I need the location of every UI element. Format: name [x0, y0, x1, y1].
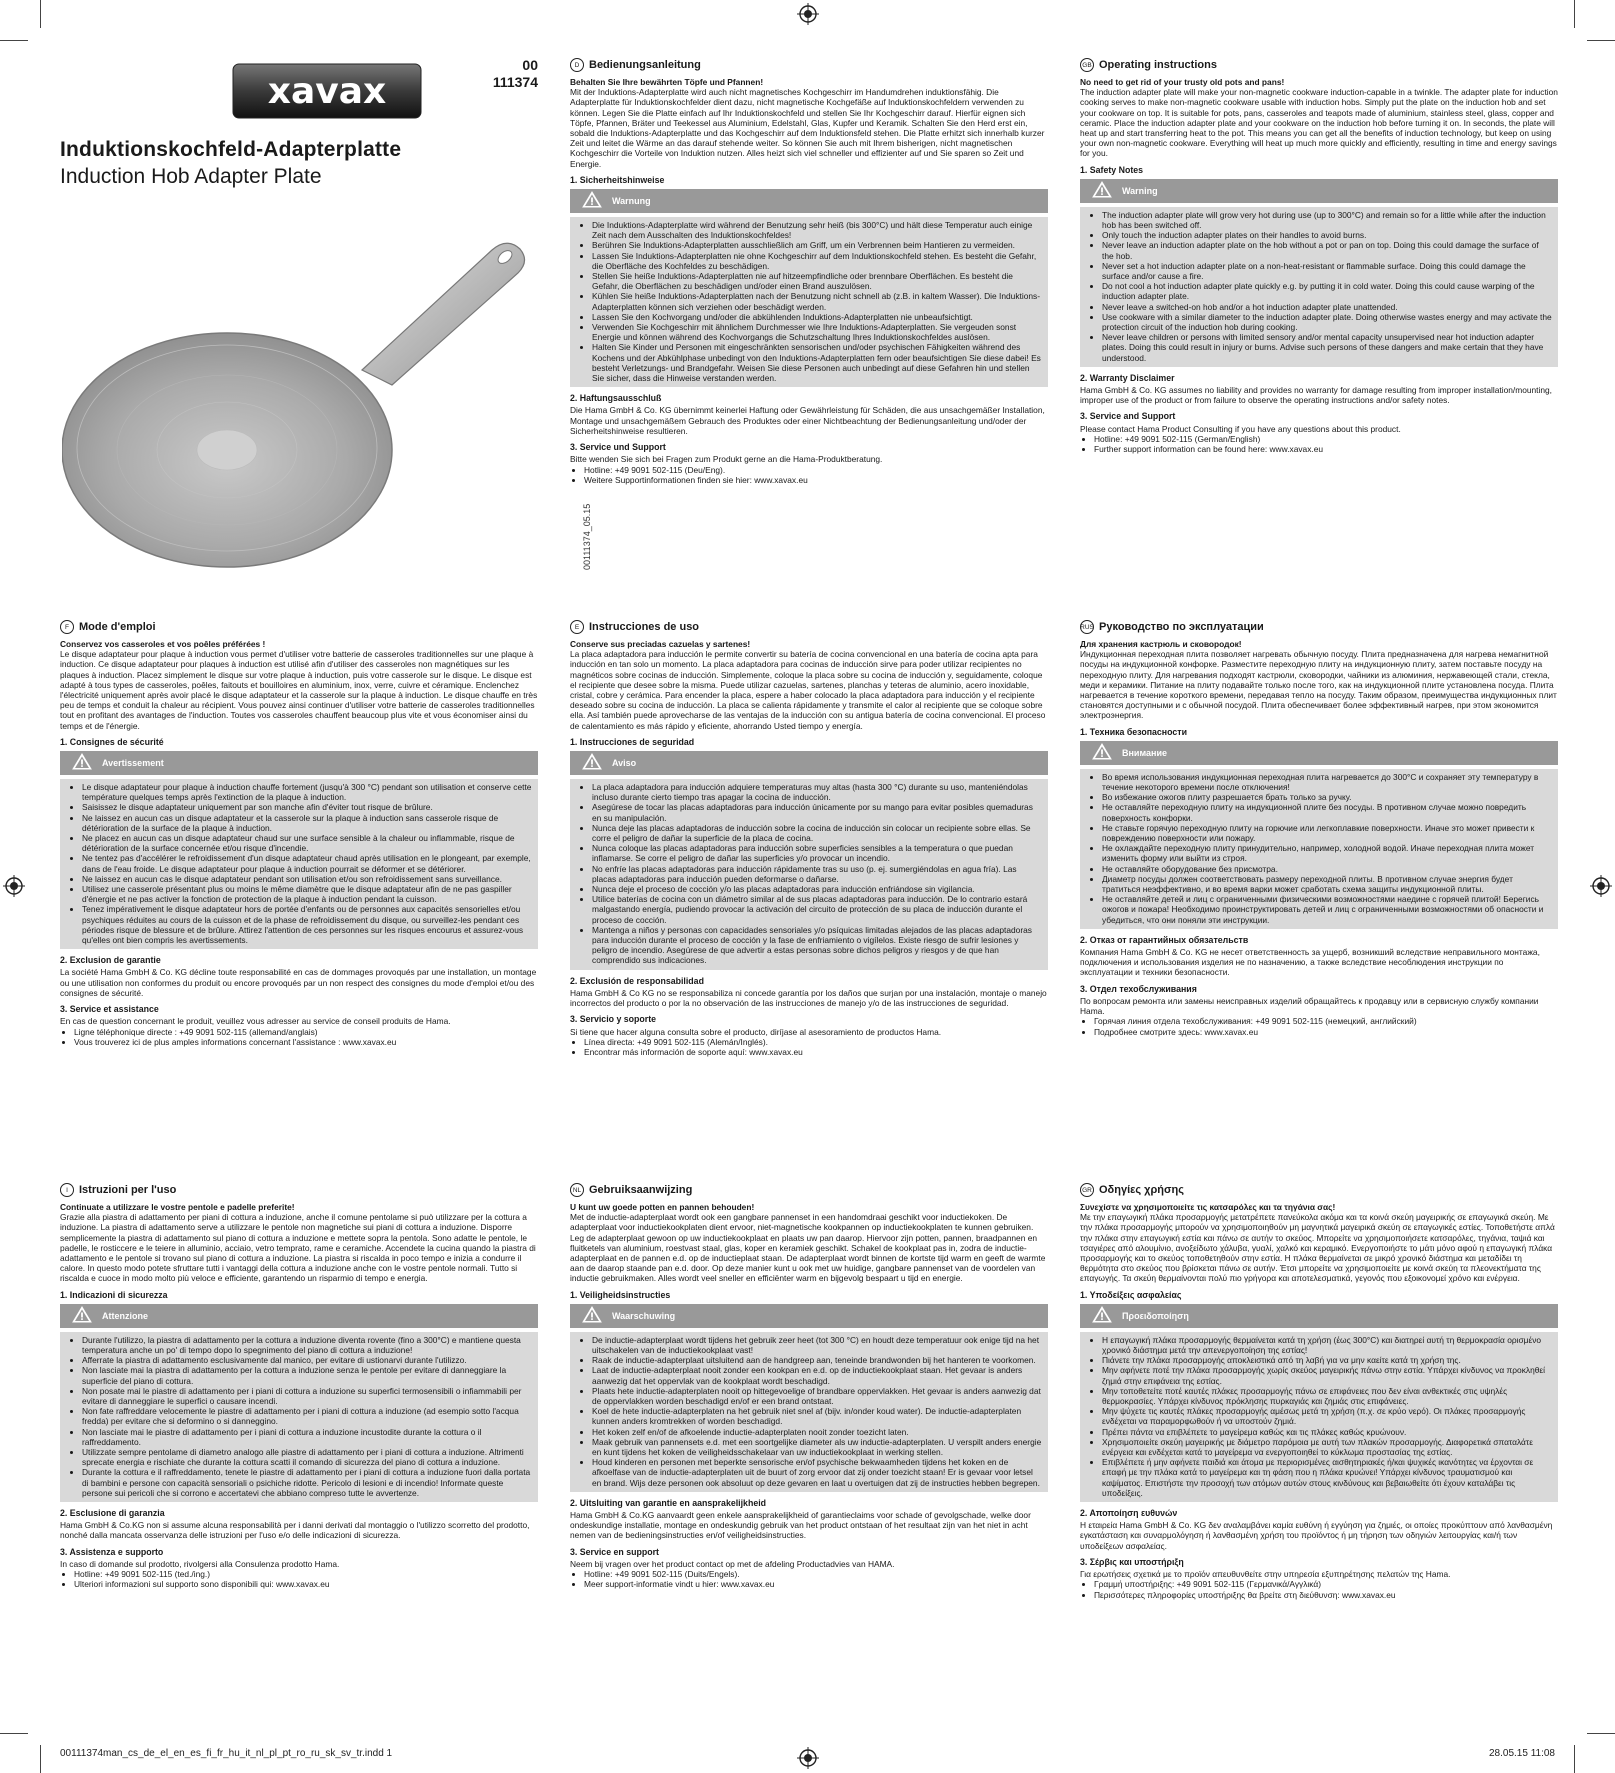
warning-triangle-icon — [582, 1306, 602, 1325]
warning-item: • Laat de inductie-adapterplaat nooit zonder een kookpan en e.d. op de inductiekookplaat staan. Het gevaar is anders aanwezig dat het oppervlak van de kookplaat wordt beschadigd. — [592, 1365, 1042, 1385]
product-title-de: Induktionskochfeld-Adapterplatte — [60, 138, 402, 161]
adapter-plate-image — [62, 235, 542, 575]
warning-item: • Μην αφήνετε ποτέ την πλάκα προσαρμογής χωρίς σκεύος μαγειρικής πάνω στην εστία. Υπάρχει κίνδυνος να προκληθεί ζημιά στην επιφάνεια της εστίας. — [1102, 1365, 1552, 1385]
section-title-text: Руководство по эксплуатации — [1099, 620, 1264, 633]
service-heading: 3. Service en support — [570, 1546, 659, 1557]
warning-triangle-icon — [1092, 1306, 1112, 1325]
warning-item: • Never leave children or persons with limited sensory and/or mental capacity unsupervised near hot induction adapter plates. Doing this could result in injury or burns. Advise such persons of these dangers and make certain that they have understood. — [1102, 332, 1552, 363]
service-item: • Weitere Supportinformationen finden sie hier: www.xavax.eu — [584, 475, 1048, 485]
language-section — [60, 1183, 538, 1590]
section-intro: Mit der Induktions-Adapterplatte wird auch nicht magnetisches Kochgeschirr im Handumdrehen induktionsfähig. Die Adapterplatte für Induktionskochfelder dient dazu, nicht magnetische Kochgefäße auf Induktionskochfeldern verwenden zu können. Legen Sie die Platte einfach auf Ihr Induktionskochfeld und stellen Sie Ihr Kochgeschirr darauf. Hierfür eignen sich Töpfe, Pfannen, Bräter und Teekessel aus Aluminium, Edelstahl, Glas, Kupfer und Keramik. Schalten Sie den Herd erst ein, sobald die Induktions-Adapterplatte und das Kochgeschirr auf dem Induktionsfeld stehen. Die Platte erhitzt sich innerhalb kurzer Zeit und leitet die Wärme an das darauf stehende weiter. So können Sie auch mit Ihrem bisherigen, nicht magnetischen Kochgeschirr die Vorteile von Induktion nutzen. Alles heizt sich viel schneller und effizienter auf und Sie sparen so Zeit und Energie. — [570, 87, 1045, 169]
language-section — [570, 620, 1048, 1057]
liability-heading: 2. Exclusión de responsabilidad — [570, 975, 704, 986]
service-text: Si tiene que hacer alguna consulta sobre el producto, diríjase al asesoramiento de productos Hama. — [570, 1026, 942, 1037]
safety-heading: 1. Safety Notes — [1080, 164, 1144, 175]
registration-mark-icon — [3, 875, 25, 897]
service-item: • Hotline: +49 9091 502-115 (Deu/Eng). — [584, 465, 1048, 475]
warning-label: Внимание — [1122, 747, 1167, 758]
warning-item: • Lassen Sie den Kochvorgang und/oder die abkühlenden Induktions-Adapterplatten nie unbeaufsichtigt. — [592, 312, 1042, 322]
warning-header — [60, 1304, 538, 1328]
warning-item: • Не ставьте горячую переходную плиту на горючие или легкоплавкие поверхности. Иначе это может привести к повреждению поверхности или пожару. — [1102, 823, 1552, 843]
warning-header — [570, 189, 1048, 213]
crop-mark — [0, 40, 28, 41]
warning-item: • Не оставляйте переходную плиту на индукционной плите без посуды. В противном случае можно повредить поверхность конфорки. — [1102, 802, 1552, 822]
warning-triangle-icon — [582, 753, 602, 772]
liability-heading: 2. Warranty Disclaimer — [1080, 372, 1175, 383]
section-intro: Индукционная переходная плита позволяет нагревать обычную посуду. Плита предназначена для нагрева немагнитной посуды на индукционной конфорке. Разместите переходную плиту на индукционную плиту, затем поставьте посуду на переходную плиту. Для нагревания подходят кастрюли, сковородки, чайники из алюминия, нержавеющей стали, стекла, меди и керамики. Питание на плиту подавайте только после того, как на индукционной плите установлена посуда. Плита нагревается в течение короткого времени, передавая тепло на посуду. Таким образом, преимущества индукционных плит становятся доступными и с обычной посудой. Плита обеспечивает более эффективный нагрев, при этом экономится электроэнергия. — [1080, 649, 1557, 721]
section-lead: Conserve sus preciadas cazuelas y sartenes! — [570, 639, 751, 649]
warning-box — [570, 217, 1048, 387]
warning-item: • La placa adaptadora para inducción adquiere temperaturas muy altas (hasta 300 °C) durante su uso, manteniéndolas incluso durante cierto tiempo tras apagar la cocina de inducción. — [592, 782, 1042, 802]
warning-item: • Never leave an induction adapter plate on the hob without a pot or pan on top. Doing this could damage the surface of the hob. — [1102, 240, 1552, 260]
section-lead: Conservez vos casseroles et vos poêles préférées ! — [60, 639, 266, 649]
warning-label: Warnung — [612, 195, 651, 206]
service-heading: 3. Σέρβις και υποστήριξη — [1080, 1556, 1184, 1567]
section-intro: Με την επαγωγική πλάκα προσαρμογής μετατρέπετε πανεύκολα ακόμα και τα κοινά σκεύη μαγειρικής σε επαγωγικά σκεύη. Με την πλάκα προσαρμογής μπορούν να χρησιμοποιηθούν μη μαγνητικά μαγειρικά σκεύη σε επαγωγικές εστίες. Τοποθετήστε απλά την πλάκα στην επαγωγική εστία και πάνω σε αυτήν το σκεύος. Μπορείτε να χρησιμοποιήσετε κατσαρόλες, τηγάνια, ταψιά και τσαγιέρες από αλουμίνιο, ανοξείδωτο χάλυβα, γυαλί, χαλκό και κεραμικό. Ενεργοποιήστε το μάτι μόνο αφού η επαγωγική πλάκα προσαρμογής και το σκεύος τοποθετηθούν στην εστία. Η πλάκα θερμαίνεται σε μικρό χρονικό διάστημα και μεταδίδει τη θερμότητα στο σκεύος που βρίσκεται πάνω σε αυτήν. Έτσι μπορείτε να χρησιμοποιείτε με κοινά σκεύη τα πλεονεκτήματα της επαγωγής. Τα σκεύη θερμαίνονται πολύ πιο γρήγορα και αποτελεσματικά, γεγονός που εξοικονομεί χρόνο και ενέργεια. — [1080, 1212, 1555, 1284]
service-list — [570, 1037, 1048, 1057]
service-item: • Further support information can be found here: www.xavax.eu — [1094, 444, 1558, 454]
liability-text: Компания Hama GmbH & Co. KG не несет ответственность за ущерб, возникший вследствие неправильного монтажа, подключения и использования изделия не по назначению, а также вследствие несоблюдения инструкции по эксплуатации и техники безопасности. — [1080, 947, 1540, 978]
section-intro: La placa adaptadora para inducción le permite convertir su batería de cocina convencional en una batería de cocina apta para inducción en tan solo un momento. La placa adaptadora para cocinas de inducción sirve para poder utilizar recipientes no magnéticos sobre cocinas de inducción. Simplemente, coloque la placa sobre su cocina de inducción y, seguidamente, coloque el recipiente que desee sobre la misma. Puede utilizar cazuelas, sartenes, planchas y teteras de aluminio, acero inoxidable, cristal, cobre y cerámica. Para encender la placa, espere a haber colocado la placa adaptadora para inducción y el recipiente deseado sobre su cocina de inducción. La placa se calienta rápidamente y transmite el calor al recipiente que se coloque sobre ella. Así también puede aprovecharse de las ventajas de la inducción con su antigua batería de cocina convencional. El proceso de calentamiento es más rápido y eficiente, ahorrando Usted tiempo y energía. — [570, 649, 1046, 731]
warning-label: Waarschuwing — [612, 1310, 676, 1321]
warning-item: • Never leave a switched-on hob and/or a hot induction adapter plate unattended. — [1102, 302, 1552, 312]
service-heading: 3. Servicio y soporte — [570, 1014, 657, 1025]
service-item: • Línea directa: +49 9091 502-115 (Alemán/Inglés). — [584, 1037, 1048, 1047]
service-list — [570, 1569, 1048, 1589]
crop-mark — [40, 1745, 41, 1773]
warning-item: • Nunca deje las placas adaptadoras de inducción sobre la cocina de inducción sin colocar un recipiente sobre ellas. Se corre el peligro de dañar la superficie de la placa de cocina. — [592, 823, 1042, 843]
service-heading: 3. Service und Support — [570, 442, 666, 453]
warning-item: • Non fate raffreddare velocemente le piastre di adattamento per i piani di cottura a induzione (ad esempio sotto l'acqua fredda) per evitare che si deformino o si danneggino. — [82, 1406, 532, 1426]
warning-item: • Πιάνετε την πλάκα προσαρμογής αποκλειστικά από τη λαβή για να μην καείτε κατά τη χρήση της. — [1102, 1355, 1552, 1365]
service-text: Please contact Hama Product Consulting if you have any questions about this product. — [1080, 423, 1401, 434]
service-item: • Hotline: +49 9091 502-115 (Duits/Engels). — [584, 1569, 1048, 1579]
liability-heading: 2. Uitsluiting van garantie en aansprakelijkheid — [570, 1497, 767, 1508]
footer-datetime: 28.05.15 11:08 — [1489, 1748, 1555, 1759]
liability-text: La société Hama GmbH & Co. KG décline toute responsabilité en cas de dommages provoqués par une installation, un montage ou une utilisation non conformes du produit ou encore provoqués par un non respect des consignes du mode d'emploi et/ou des consignes de sécurité. — [60, 967, 537, 998]
warning-box — [570, 1332, 1048, 1492]
service-text: Για ερωτήσεις σχετικά με το προϊόν απευθυνθείτε στην υπηρεσία εξυπηρέτησης πελατών της Hama. — [1080, 1569, 1451, 1580]
language-code-badge: NL — [570, 1183, 584, 1197]
crop-mark — [1574, 1745, 1575, 1773]
warning-item: • Не оставляйте оборудование без присмотра. — [1102, 864, 1552, 874]
service-item: • Hotline: +49 9091 502-115 (ted./ing.) — [74, 1569, 538, 1579]
service-item: • Подробнее смотрите здесь: www.xavax.eu — [1094, 1027, 1558, 1037]
warning-box — [1080, 769, 1558, 929]
liability-heading: 2. Esclusione di garanzia — [60, 1508, 165, 1519]
brand-text: xavax — [267, 71, 387, 112]
warning-item: • No enfríe las placas adaptadoras para inducción rápidamente tras su uso (p. ej. sumergiéndolas en agua fría). Las placas adaptadoras para inducción pueden deformarse o dañarse. — [592, 864, 1042, 884]
warning-box — [570, 779, 1048, 970]
service-heading: 3. Service and Support — [1080, 411, 1176, 422]
service-heading: 3. Assistenza e supporto — [60, 1546, 164, 1557]
xavax-logo — [232, 63, 422, 119]
warning-item: • Πρέπει πάντα να επιβλέπετε το μαγείρεμα καθώς και τις πλάκες καθώς κρυώνουν. — [1102, 1427, 1552, 1437]
safety-heading: 1. Consignes de sécurité — [60, 736, 164, 747]
warning-item: • Ne tentez pas d'accélérer le refroidissement d'un disque adaptateur chaud après utilisation en le plongeant, par exemple, dans de l'eau froide. Le disque adaptateur pour plaque à induction pourrait se déformer et se détériorer. — [82, 853, 532, 873]
warning-label: Aviso — [612, 757, 637, 768]
registration-mark-icon — [1590, 875, 1612, 897]
service-list — [60, 1027, 538, 1047]
section-title — [1080, 620, 1558, 634]
warning-item: • Не охлаждайте переходную плиту принудительно, например, холодной водой. Иначе переходная плита может изменить форму или выйти из строя. — [1102, 843, 1552, 863]
warning-item: • Mantenga a niños y personas con capacidades sensoriales y/o psíquicas limitadas alejados de las placas adaptadoras para inducción durante el proceso de cocción y la fase de enfriamiento o vigílelos. Existe riesgo de sufrir lesiones y peligro de incendio. Asegúrese de que advertir a estas personas sobre dichos peligros y riesgos y de que han comprendido sus indicaciones. — [592, 925, 1042, 966]
warning-item: • Επιβλέπετε ή μην αφήνετε παιδιά και άτομα με περιορισμένες αισθητηριακές ή/και ψυχικές ικανότητες να έρχονται σε επαφή με την πλάκα κατά το μαγείρεμα και τη φάση που η πλάκα κρυώνει! Υπάρχει κίνδυνος τραυματισμού και καψίματος. Επιστήστε την προσοχή των ατόμων αυτών στους κινδύνους και βεβαιωθείτε ότι έχουν καταλάβει τις υποδείξεις. — [1102, 1457, 1552, 1498]
warning-label: Attenzione — [102, 1310, 148, 1321]
warning-header — [1080, 741, 1558, 765]
section-intro: Met de inductie-adapterplaat wordt ook een gangbare pannenset in een handomdraai geschikt voor inductiekoken. De adapterplaat voor inductiekookplaten dient ervoor, niet-magnetische kookpannen op inductiekookplaten te kunnen gebruiken. Leg de adapterplaat gewoon op uw inductiekookplaat en plaats uw pan daarop. Hiervoor zijn potten, pannen, braadpannen en fluitketels van aluminium, roestvast staal, glas, koper en keramiek geschikt. Schakel de kookplaat pas in, zodra de inductie-adapterplaat en de pannen e.d. op de inductieplaat staan. De adapterplaat wordt binnen de kortste tijd warm en geeft de warmte aan de daarop staande pan e.d. door. Op deze manier kunt u ook met uw huidige, gangbare pannenset van de voordelen van inductie gebruikmaken. Alles wordt veel sneller en efficiënter warm en bijgevolg bespaart u tijd en energie. — [570, 1212, 1046, 1284]
safety-heading: 1. Техника безопасности — [1080, 726, 1187, 737]
service-text: По вопросам ремонта или замены неисправных изделий обращайтесь к продавцу или в сервисную службу компании Hama. — [1080, 995, 1539, 1017]
warning-item: • Stellen Sie heiße Induktions-Adapterplatten nie auf hitzeempfindliche oder brennbare Oberflächen. Es besteht die Gefahr, die Oberflächen zu beschädigen und/oder einen Brand auszulösen. — [592, 271, 1042, 291]
section-intro: Le disque adaptateur pour plaque à induction vous permet d'utiliser votre batterie de casseroles traditionnelles sur une plaque à induction. Ce disque adaptateur pour plaques à induction est utilisé afin d'utiliser des casseroles non magnétiques sur les plaques à induction. Placez simplement le disque sur votre plaque à induction, puis votre casserole sur le disque. Le disque est adapté à tous types de casseroles, poêles, faitouts et bouilloires en aluminium, inox, verre, cuivre et céramique. Enclenchez l'électricité uniquement après avoir placé le disque adaptateur et la casserole sur la plaque à induction. Le disque chauffe en très peu de temps et conduit la chaleur au récipient. Vous pouvez ainsi continuer d'utiliser votre batterie de casseroles traditionnelles tout en profitant des avantages de l'induction. Toutes vos casseroles chauffent beaucoup plus vite et vous économiser ainsi du temps et de l'énergie. — [60, 649, 538, 731]
warning-label: Warning — [1122, 185, 1158, 196]
crop-mark — [1587, 40, 1615, 41]
warning-item: • Не оставляйте детей и лиц с ограниченными физическими возможностями наедине с горячей плитой! Берегись ожогов и пожара! Необходимо проинструктировать детей и лиц с ограниченными возможностями об опасности и убедиться, что они поняли эти инструкции. — [1102, 894, 1552, 925]
liability-heading: 2. Отказ от гарантийных обязательств — [1080, 934, 1249, 945]
service-item: • Ulteriori informazioni sul supporto sono disponibili qui: www.xavax.eu — [74, 1579, 538, 1589]
service-item: • Hotline: +49 9091 502-115 (German/English) — [1094, 434, 1558, 444]
warning-item: • Ne laissez en aucun cas le disque adaptateur pendant son utilisation et/ou son refroidissement sans surveillance. — [82, 874, 532, 884]
warning-item: • Halten Sie Kinder und Personen mit eingeschränkten sensorischen und/oder psychischen Fähigkeiten während des Kochens und der Abkühlphase unbedingt von den Induktions-Adapterplatten fern oder beaufsichtigen Sie diese dabei! Es besteht Verletzungs- und Brandgefahr. Weisen Sie diese Personen auch unbedingt auf diese Gefahren hin und stellen Sie sicher, dass die Hinweise verstanden werden. — [592, 342, 1042, 383]
warning-item: • Never set a hot induction adapter plate on a non-heat-resistant or flammable surface. Doing this could damage the surface and/or cause a fire. — [1102, 261, 1552, 281]
product-code — [493, 57, 538, 91]
language-section — [1080, 1183, 1558, 1600]
liability-text: Hama GmbH & Co KG no se responsabiliza ni concede garantía por los daños que surjan por una instalación, montaje o manejo incorrectos del producto o por la no observación de las instrucciones de manejo y/o de las instrucciones de seguridad. — [570, 987, 1047, 1009]
section-lead: U kunt uw goede potten en pannen behouden! — [570, 1202, 755, 1212]
liability-text: Η εταιρεία Hama GmbH & Co. KG δεν αναλαμβάνει καμία ευθύνη ή εγγύηση για ζημιές, οι οποίες προκύπτουν από λανθασμένη εγκατάσταση και συναρμολόγηση ή λανθασμένη χρήση του προϊόντος ή μη τήρηση των οδηγιών λειτουργίας και/ή των υποδείξεων ασφαλείας. — [1080, 1520, 1553, 1551]
warning-item: • Μην ψύχετε τις καυτές πλάκες προσαρμογής αμέσως μετά τη χρήση (π.χ. σε κρύο νερό). Οι πλάκες προσαρμογής ενδέχεται να παραμορφωθούν ή να υποστούν ζημιά. — [1102, 1406, 1552, 1426]
warning-label: Προειδοποίηση — [1122, 1310, 1189, 1321]
section-title-text: Operating instructions — [1099, 58, 1217, 71]
service-item: • Горячая линия отдела техобслуживания: +49 9091 502-115 (немецкий, английский) — [1094, 1016, 1558, 1026]
warning-triangle-icon — [1092, 743, 1112, 762]
section-title — [570, 58, 1048, 72]
service-list — [1080, 1016, 1558, 1036]
warning-item: • Durante l'utilizzo, la piastra di adattamento per la cottura a induzione diventa rovente (fino a 300°C) e mantiene questa temperatura anche un po' di tempo dopo lo spegnimento del piano di cottura a induzione! — [82, 1335, 532, 1355]
service-list — [1080, 434, 1558, 454]
section-lead: Continuate a utilizzare le vostre pentole e padelle preferite! — [60, 1202, 295, 1212]
warning-item: • The induction adapter plate will grow very hot during use (up to 300°C) and remain so for a little while after the induction hob has been switched off. — [1102, 210, 1552, 230]
liability-text: Hama GmbH & Co.KG aanvaardt geen enkele aansprakelijkheid of garantieclaims voor schade of gevolgschade, welke door ondeskundige installatie, montage en ondeskundig gebruik van het product ontstaan of het resultaat zijn van het niet in acht nemen van de bedieningsinstructies en/of veiligheidsinstructies. — [570, 1510, 1031, 1541]
warning-header — [60, 751, 538, 775]
warning-item: • De inductie-adapterplaat wordt tijdens het gebruik zeer heet (tot 300 °C) en houdt deze temperatuur ook enige tijd na het uitschakelen van de inductiekookplaat vast! — [592, 1335, 1042, 1355]
service-item: • Vous trouverez ici de plus amples informations concernant l'assistance : www.xavax.eu — [74, 1037, 538, 1047]
warning-triangle-icon — [582, 191, 602, 210]
warning-triangle-icon — [72, 1306, 92, 1325]
service-text: Neem bij vragen over het product contact op met de afdeling Productadvies van HAMA. — [570, 1558, 895, 1569]
warning-item: • Durante la cottura e il raffreddamento, tenete le piastre di adattamento per i piani di cottura a induzione fuori dalla portata di bambini e persone con capacità sensoriali o psichiche ridotte. Pericolo di lesioni e di incendio! Informate queste persone sui pericoli che si corrono e accertatevi che abbiano compreso tutte le avvertenze. — [82, 1467, 532, 1498]
section-title — [570, 1183, 1048, 1197]
warning-item: • Berühren Sie Induktions-Adapterplatten ausschließlich am Griff, um ein Verbrennen beim Hantieren zu vermeiden. — [592, 240, 1042, 250]
safety-heading: 1. Indicazioni di sicurezza — [60, 1289, 168, 1300]
warning-item: • Μην τοποθετείτε ποτέ καυτές πλάκες προσαρμογής πάνω σε επιφάνειες που δεν είναι ανθεκτικές στις υψηλές θερμοκρασίες. Υπάρχει κίνδυνος πρόκλησης πυρκαγιάς και ζημιάς στις επιφάνειες. — [1102, 1386, 1552, 1406]
language-code-badge: GR — [1080, 1183, 1094, 1197]
section-title-text: Οδηγίες χρήσης — [1099, 1183, 1184, 1196]
section-title — [60, 620, 538, 634]
registration-mark-icon — [797, 1747, 819, 1769]
warning-item: • Kühlen Sie heiße Induktions-Adapterplatten nach der Benutzung nicht schnell ab (z.B. in kaltem Wasser). Die Induktions-Adapterplatten können sich verziehen oder beschädigt werden. — [592, 291, 1042, 311]
service-item: • Γραμμή υποστήριξης: +49 9091 502-115 (Γερμανικά/Αγγλικά) — [1094, 1579, 1558, 1589]
service-heading: 3. Service et assistance — [60, 1004, 159, 1015]
section-lead: No need to get rid of your trusty old pots and pans! — [1080, 77, 1285, 87]
service-list — [1080, 1579, 1558, 1599]
liability-text: Hama GmbH & Co.KG non si assume alcuna responsabilità per i danni derivati dal montaggio o l'utilizzo scorretto del prodotto, nonché dalla mancata osservanza delle istruzioni per l'uso e/o delle indicazioni di sicurezza. — [60, 1520, 530, 1541]
warning-item: • Asegúrese de tocar las placas adaptadoras para inducción únicamente por su mango para evitar posibles quemaduras en su manipulación. — [592, 802, 1042, 822]
warning-item: • Utilizzate sempre pentolame di diametro analogo alle piastre di adattamento per i piani di cottura a induzione. Altrimenti sprecate energia e rischiate che durante la cottura scatti il comando di sicurezza del piano di cottura a induzione. — [82, 1447, 532, 1467]
safety-heading: 1. Sicherheitshinweise — [570, 174, 665, 185]
liability-heading: 2. Αποποίηση ευθυνών — [1080, 1508, 1178, 1519]
section-title-text: Bedienungsanleitung — [589, 58, 701, 71]
product-title-en: Induction Hob Adapter Plate — [60, 165, 322, 188]
warning-item: • Utilisez une casserole présentant plus ou moins le même diamètre que le disque adaptateur afin de ne pas gaspiller d'énergie et ne pas activer la fonction de protection de la plaque à induction pendant la cuisson. — [82, 884, 532, 904]
section-title — [60, 1183, 538, 1197]
section-title-text: Istruzioni per l'uso — [79, 1183, 177, 1196]
section-title — [1080, 58, 1558, 72]
warning-item: • Raak de inductie-adapterplaat uitsluitend aan de handgreep aan, teneinde brandwonden bij het hanteren te voorkomen. — [592, 1355, 1042, 1365]
warning-item: • Ne laissez en aucun cas un disque adaptateur et la casserole sur la plaque à induction sans casserole risque de détérioration de la surface de la plaque à induction. — [82, 813, 532, 833]
language-section — [570, 1183, 1048, 1590]
language-section — [60, 620, 538, 1047]
registration-mark-icon — [797, 3, 819, 25]
warning-item: • Use cookware with a similar diameter to the induction adapter plate. Doing otherwise wastes energy and may activate the protection circuit of the induction hob during cooking. — [1102, 312, 1552, 332]
section-lead: Для хранения кастрюль и сковородок! — [1080, 639, 1242, 649]
warning-header — [570, 1304, 1048, 1328]
vertical-code: 00111374_05.15 — [582, 503, 592, 570]
warning-item: • Во время использования индукционная переходная плита нагревается до 300°C и сохраняет эту температуру в течение некоторого времени после отключения! — [1102, 772, 1552, 792]
section-lead: Behalten Sie Ihre bewährten Töpfe und Pfannen! — [570, 77, 764, 87]
service-list — [570, 465, 1048, 485]
warning-box — [1080, 207, 1558, 367]
warning-item: • Houd kinderen en personen met beperkte sensorische en/of psychische bekwaamheden tijdens het koken en de afkoelfase van de inductie-adapterplaten uit de buurt of zorg ervoor dat zij onder toezicht staan! Er is gevaar voor letsel en brand. Wijs deze personen ook absoluut op deze gevaren en laat u overtuigen dat zij de instructies hebben begrepen. — [592, 1457, 1042, 1488]
language-section — [570, 58, 1048, 485]
warning-item: • Tenez impérativement le disque adaptateur hors de portée d'enfants ou de personnes aux capacités sensorielles et/ou psychiques réduites au cours de la cuisson et de la phase de refroidissement du disque, ou surveillez-les pendant ces périodes risque de blessure et de brûlure. Attirez l'attention de ces personnes sur les risques encourus et assurez-vous qu'elles ont bien compris les avertissements. — [82, 904, 532, 945]
section-intro: The induction adapter plate will make your non-magnetic cookware induction-capable in a twinkle. The adapter plate for induction cooking serves to make non-magnetic cookware usable with induction hobs. Simply put the plate on the induction hob and set your cookware on top. It is suitable for pots, pans, casseroles and teapots made of aluminium, stainless steel, glass, copper and ceramic. Place the induction adapter plate and your cookware on the induction hob before turning it on. In seconds, the plate will heat up and start transferring heat to the pot. This means you can get all the benefits of induction technology, but keep on using your own non-magnetic cookware. Everything will heat up much more quickly and efficiently, resulting in time and energy savings for you. — [1080, 87, 1558, 159]
warning-item: • Ne placez en aucun cas un disque adaptateur chaud sur une surface sensible à la chaleur ou inflammable, risque de détérioration de la surface concernée et/ou risque d'incendie. — [82, 833, 532, 853]
warning-item: • Het koken zelf en/of de afkoelende inductie-adapterplaten nooit zonder toezicht laten. — [592, 1427, 1042, 1437]
crop-mark — [0, 1733, 28, 1734]
section-title-text: Instrucciones de uso — [589, 620, 700, 633]
warning-item: • Χρησιμοποιείτε σκεύη μαγειρικής με διάμετρο παρόμοια με αυτή των πλακών προσαρμογής. Διαφορετικά σπαταλάτε ενέργεια και ενδέχεται κατά το μαγείρεμα να ενεργοποιηθεί το κύκλωμα προστασίας της εστίας. — [1102, 1437, 1552, 1457]
service-item: • Encontrar más información de soporte aquí: www.xavax.eu — [584, 1047, 1048, 1057]
crop-mark — [40, 0, 41, 28]
section-title — [570, 620, 1048, 634]
warning-item: • Maak gebruik van pannensets e.d. met een soortgelijke diameter als uw inductie-adapterplaten. U verspilt anders energie en kunt tijdens het koken de veiligheidsschakelaar van uw inductiekookplaat in werking stellen. — [592, 1437, 1042, 1457]
service-heading: 3. Отдел техобслуживания — [1080, 983, 1197, 994]
warning-item: • Verwenden Sie Kochgeschirr mit ähnlichem Durchmesser wie Ihre Induktions-Adapterplatten. Sie vergeuden sonst Energie und können während des Kochvorgangs die Schutzschaltung Ihres Induktionskochfeldes auslösen. — [592, 322, 1042, 342]
warning-triangle-icon — [72, 753, 92, 772]
language-code-badge: GB — [1080, 58, 1094, 72]
warning-item: • Non posate mai le piastre di adattamento per i piani di cottura a induzione su superfici termosensibili o infiammabili per evitare di danneggiare le superfici o causare incendi. — [82, 1386, 532, 1406]
liability-heading: 2. Haftungsausschluß — [570, 393, 662, 404]
liability-heading: 2. Exclusion de garantie — [60, 955, 161, 966]
warning-header — [1080, 1304, 1558, 1328]
warning-item: • Nunca coloque las placas adaptadoras para inducción sobre superficies sensibles a la temperatura o que puedan inflamarse. Se corre el peligro de dañar las superficies y/o provocar un incendio. — [592, 843, 1042, 863]
language-code-badge: RUS — [1080, 620, 1094, 634]
language-code-badge: D — [570, 58, 584, 72]
service-item: • Meer support-informatie vindt u hier: www.xavax.eu — [584, 1579, 1048, 1589]
section-title — [1080, 1183, 1558, 1197]
service-list — [60, 1569, 538, 1589]
warning-item: • Plaats hete inductie-adapterplaten nooit op hittegevoelige of brandbare oppervlakken. Het gevaar is anders aanwezig dat de oppervlakken worden beschadigd en/of er een brand ontstaat. — [592, 1386, 1042, 1406]
warning-item: • Non lasciate mai la piastra di adattamento per la cottura a induzione senza le pentole per evitare di danneggiare la superficie del piano di cottura. — [82, 1365, 532, 1385]
safety-heading: 1. Instrucciones de seguridad — [570, 736, 695, 747]
warning-item: • Saisissez le disque adaptateur uniquement par son manche afin d'éviter tout risque de brûlure. — [82, 802, 532, 812]
section-lead: Συνεχίστε να χρησιμοποιείτε τις κατσαρόλες και τα τηγάνια σας! — [1080, 1202, 1336, 1212]
warning-item: • Koel de hete inductie-adapterplaten na het gebruik niet snel af (bijv. in/onder koud water). De inductie-adapterplaten kunnen anders kromtrekken of worden beschadigd. — [592, 1406, 1042, 1426]
warning-box — [1080, 1332, 1558, 1502]
safety-heading: 1. Υποδείξεις ασφαλείας — [1080, 1289, 1182, 1300]
service-text: Bitte wenden Sie sich bei Fragen zum Produkt gerne an die Hama-Produktberatung. — [570, 454, 883, 465]
warning-header — [570, 751, 1048, 775]
warning-item: • Do not cool a hot induction adapter plate quickly e.g. by putting it in cold water. Doing this could cause warping of the induction adapter plate. — [1102, 281, 1552, 301]
section-title-text: Gebruiksaanwijzing — [589, 1183, 693, 1196]
warning-item: • Во избежание ожогов плиту разрешается брать только за ручку. — [1102, 792, 1552, 802]
warning-item: • Nunca deje el proceso de cocción y/o las placas adaptadoras para inducción enfriándose sin vigilancia. — [592, 884, 1042, 894]
service-item: • Ligne téléphonique directe : +49 9091 502-115 (allemand/anglais) — [74, 1027, 538, 1037]
language-code-badge: E — [570, 620, 584, 634]
section-title-text: Mode d'emploi — [79, 620, 156, 633]
crop-mark — [1587, 1733, 1615, 1734]
liability-text: Die Hama GmbH & Co. KG übernimmt keinerlei Haftung oder Gewährleistung für Schäden, die aus unsachgemäßer Installation, Montage und unsachgemäßem Gebrauch des Produktes oder einer Nichtbeachtung der Bedienungsanleitung und/oder der Sicherheitshinweise resultieren. — [570, 405, 1045, 436]
warning-item: • Le disque adaptateur pour plaque à induction chauffe fortement (jusqu'à 300 °C) pendant son utilisation et conserve cette température quelques temps après l'extinction de la plaque à induction. — [82, 782, 532, 802]
product-code-line1: 00 — [522, 57, 538, 73]
warning-item: • Only touch the induction adapter plates on their handles to avoid burns. — [1102, 230, 1552, 240]
language-code-badge: I — [60, 1183, 74, 1197]
section-intro: Grazie alla piastra di adattamento per piani di cottura a induzione, anche il comune pentolame si può utilizzare per la cottura a induzione. La piastra di adattamento serve a utilizzare le pentole non magnetiche sui piani di cottura a induzione. Disporre semplicemente la piastra di adattamento sul piano di cottura a induzione e mettete sopra la pentola. Sono adatte le pentole, le padelle, le rosticcere e le teiere in alluminio, acciaio, vetro temprato, rame e ceramiche. Accendete la cucina quando la piastra di adattamento e le pentole si trovano sul piano di cottura a induzione. La piastra si riscalda in poco tempo e inizia a condurre il calore. In questo modo potete sfruttare tutti i vantaggi della cottura a induzione anche con le vostre pentole normali. Tutto si riscalda e cuoce in modo molto più veloce e efficiente, garantendo un risparmio di tempo e energia. — [60, 1212, 536, 1284]
product-panel — [60, 55, 592, 580]
service-text: En cas de question concernant le produit, veuillez vous adresser au service de conseil produits de Hama. — [60, 1016, 451, 1027]
footer-filename: 00111374man_cs_de_el_en_es_fi_fr_hu_it_nl_pl_pt_ro_ru_sk_sv_tr.indd 1 — [60, 1748, 393, 1759]
warning-item: • Die Induktions-Adapterplatte wird während der Benutzung sehr heiß (bis 300°C) und hält diese Temperatur auch einige Zeit nach dem Ausschalten des Induktionskochfeldes! — [592, 220, 1042, 240]
service-text: In caso di domande sul prodotto, rivolgersi alla Consulenza prodotto Hama. — [60, 1558, 340, 1569]
language-section — [1080, 58, 1558, 454]
warning-item: • Non lasciate mai le piastre di adattamento per i piani di cottura a induzione incustodite durante la cottura o il raffreddamento. — [82, 1427, 532, 1447]
warning-item: • Диаметр посуды должен соответствовать размеру переходной плиты. В противном случае энергия будет тратиться неэффективно, и во время варки может сработать схема защиты индукционной плиты. — [1102, 874, 1552, 894]
warning-item: • Afferrate la piastra di adattamento esclusivamente dal manico, per evitare di ustionarvi durante l'utilizzo. — [82, 1355, 532, 1365]
liability-text: Hama GmbH & Co. KG assumes no liability and provides no warranty for damage resulting from improper installation/mounting, improper use of the product or from failure to observe the operating instructions and/or safety notes. — [1080, 385, 1553, 406]
warning-item: • Η επαγωγική πλάκα προσαρμογής θερμαίνεται κατά τη χρήση (έως 300°C) και διατηρεί αυτή τη θερμοκρασία ορισμένο χρονικό διάστημα μετά την απενεργοποίηση της εστίας! — [1102, 1335, 1552, 1355]
warning-label: Avertissement — [102, 757, 164, 768]
crop-mark — [1574, 0, 1575, 28]
warning-header — [1080, 179, 1558, 203]
safety-heading: 1. Veiligheidsinstructies — [570, 1289, 671, 1300]
service-item: • Περισσότερες πληροφορίες υποστήριξης θα βρείτε στη διεύθυνση: www.xavax.eu — [1094, 1590, 1558, 1600]
language-code-badge: F — [60, 620, 74, 634]
warning-box — [60, 779, 538, 949]
warning-item: • Lassen Sie Induktions-Adapterplatten nie ohne Kochgeschirr auf dem Induktionskochfeld stehen. Es besteht die Gefahr, die Oberfläche des Kochfeldes zu beschädigen. — [592, 251, 1042, 271]
warning-box — [60, 1332, 538, 1502]
warning-item: • Utilice baterías de cocina con un diámetro similar al de sus placas adaptadoras para inducción. De lo contrario estará malgastando energía, pudiendo provocar la activación del circuito de protección de su placa de inducción durante el proceso de cocción. — [592, 894, 1042, 925]
language-section — [1080, 620, 1558, 1037]
warning-triangle-icon — [1092, 181, 1112, 200]
product-code-line2: 111374 — [492, 74, 538, 90]
